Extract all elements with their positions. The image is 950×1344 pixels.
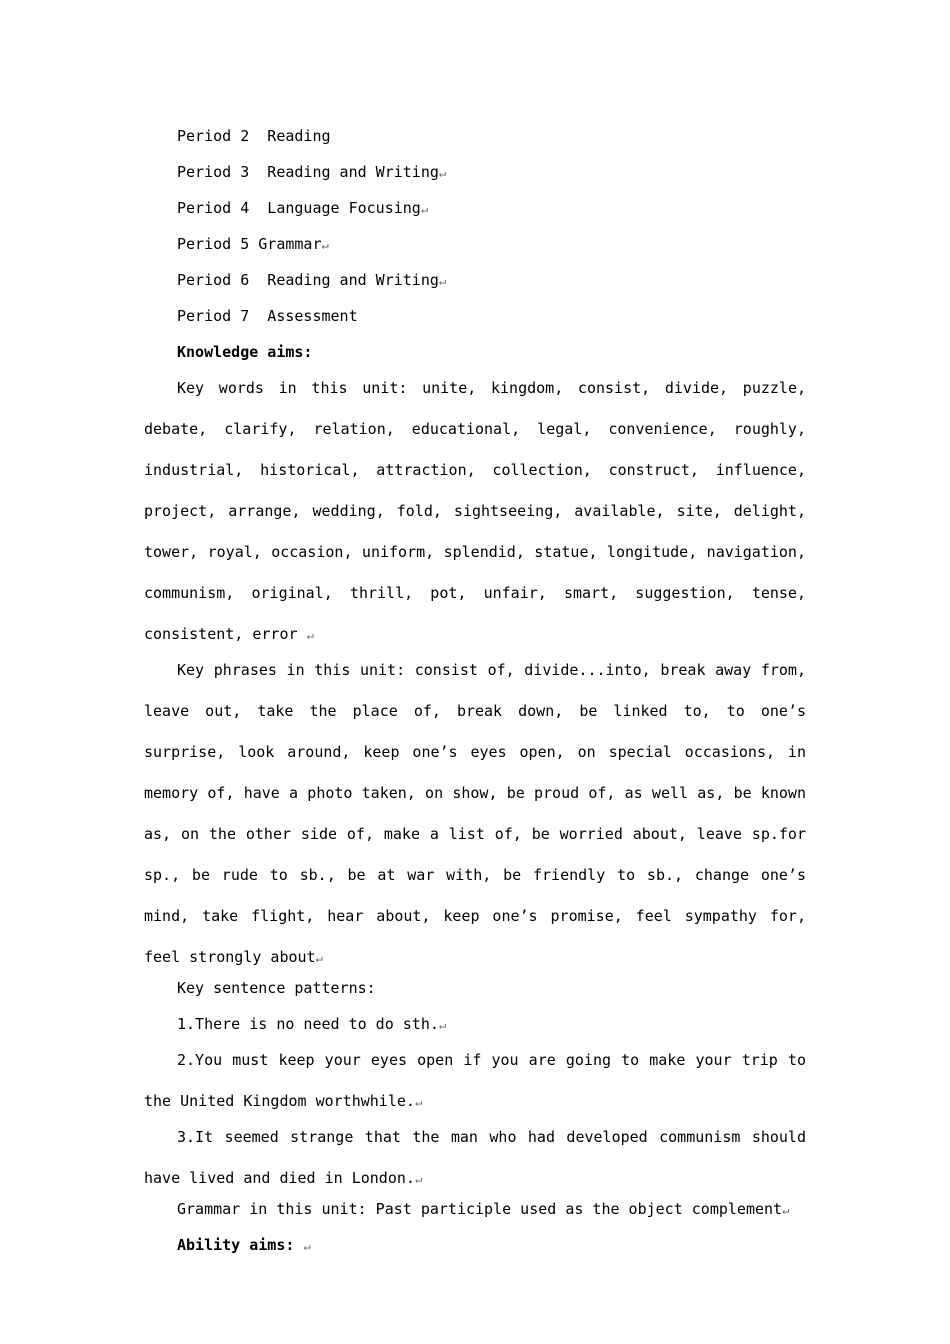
key-phrases-paragraph — [144, 650, 806, 979]
period-7-line — [144, 302, 806, 338]
period-2-line — [144, 122, 806, 158]
paragraph-mark-icon: ↵ — [438, 1018, 447, 1032]
paragraph-mark-icon: ↵ — [306, 628, 314, 642]
paragraph-mark-icon: ↵ — [303, 1239, 311, 1253]
period-4-line — [144, 194, 806, 230]
ability-aims-text: Ability aims: — [177, 1236, 295, 1254]
paragraph-mark-icon: ↵ — [420, 202, 429, 216]
key-phrases-text: Key phrases in this unit: consist of, divide...into, break away from, leave out, take the place of, break down, be linked to, to one’s surprise, look around, keep one’s eyes open, on special occasions, in memory of, have a photo taken, on show, be proud of, as well as, be known as, on the other side of, make a list of, be worried about, leave sp.for sp., be rude to sb., be at war with, be friendly to sb., change one’s mind, take flight, hear about, keep one’s promise, feel sympathy for, feel strongly about — [144, 661, 806, 966]
period-6-line — [144, 266, 806, 302]
paragraph-mark-icon: ↵ — [438, 166, 447, 180]
sentence-3-paragraph — [144, 1117, 806, 1200]
paragraph-mark-icon: ↵ — [321, 238, 329, 252]
grammar-text: Grammar in this unit: Past participle used as the object complement — [177, 1200, 783, 1218]
period-7-text: Period 7 Assessment — [177, 307, 358, 325]
key-sentence-heading-text: Key sentence patterns: — [177, 979, 376, 997]
period-4-text: Period 4 Language Focusing — [177, 199, 421, 217]
knowledge-aims-heading — [144, 338, 806, 374]
key-words-text: Key words in this unit: unite, kingdom, consist, divide, puzzle, debate, clarify, relation, educational, legal, convenience, roughly, industrial, historical, attraction, collection, construct, influence, project, arrange, wedding, fold, sightseeing, available, site, delight, tower, royal, occasion, uniform, splendid, statue, longitude, navigation, communism, original, thrill, pot, unfair, smart, suggestion, tense, consistent, error — [144, 379, 806, 643]
sentence-2-text: 2.You must keep your eyes open if you are going to make your trip to the United Kingdom worthwhile. — [144, 1051, 806, 1110]
grammar-line — [144, 1195, 806, 1231]
paragraph-mark-icon: ↵ — [438, 274, 447, 288]
key-sentence-heading — [144, 974, 806, 1010]
period-6-text: Period 6 Reading and Writing — [177, 271, 439, 289]
paragraph-mark-icon: ↵ — [414, 1095, 423, 1109]
period-5-line — [144, 230, 806, 266]
sentence-1-text: 1.There is no need to do sth. — [177, 1015, 439, 1033]
key-words-paragraph — [144, 368, 806, 656]
paragraph-mark-icon: ↵ — [414, 1172, 423, 1186]
period-2-text: Period 2 Reading — [177, 127, 331, 145]
sentence-3-text: 3.It seemed strange that the man who had developed communism should have lived and died in London. — [144, 1128, 806, 1187]
paragraph-mark-icon: ↵ — [315, 951, 323, 965]
paragraph-mark-icon: ↵ — [782, 1203, 790, 1217]
knowledge-aims-text: Knowledge aims: — [177, 343, 313, 361]
period-3-line — [144, 158, 806, 194]
ability-aims-heading — [144, 1231, 806, 1267]
period-5-text: Period 5 Grammar — [177, 235, 322, 253]
sentence-1-line — [144, 1010, 806, 1046]
period-3-text: Period 3 Reading and Writing — [177, 163, 439, 181]
document-page — [144, 122, 806, 1267]
sentence-2-paragraph — [144, 1040, 806, 1123]
